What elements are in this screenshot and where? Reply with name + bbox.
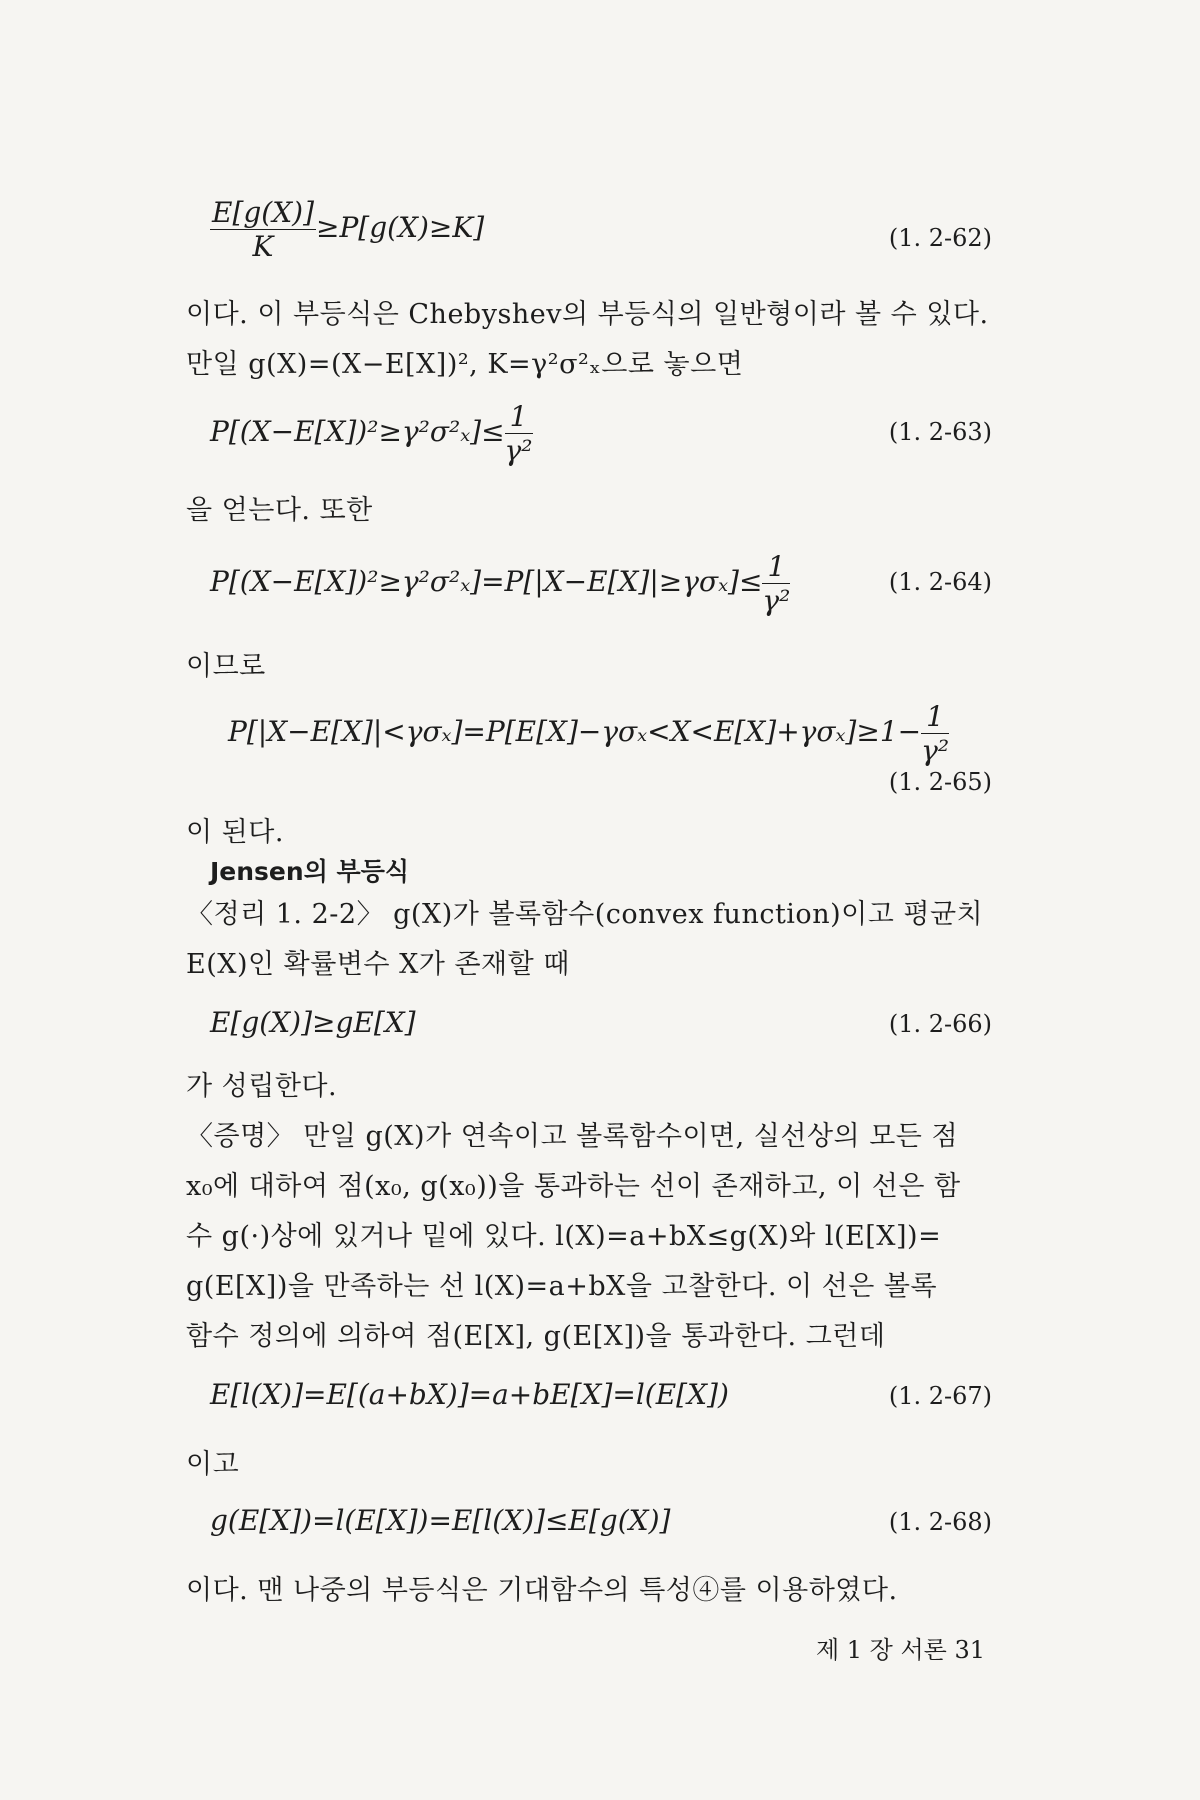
numerator: E[g(X)] [212,196,314,229]
numerator: 1 [505,400,533,434]
equation-1-2-67: E[l(X)]=E[(a+bX)]=a+bE[X]=l(E[X]) [210,1378,729,1411]
equation-1-2-65 [228,700,949,767]
paragraph-line: 이므로 [186,651,266,682]
equation-1-2-62 [210,196,484,263]
equation-rest: ≥P[g(X)≥K] [316,211,485,244]
paragraph-line: 〈정리 1. 2-2〉 g(X)가 볼록함수(convex function)이고 평균치 [186,899,984,930]
equation-lhs: P[(X−E[X])²≥γ²σ²ₓ]≤ [210,415,505,448]
equation-1-2-63 [210,400,533,467]
equation-number: (1. 2-62) [888,224,992,252]
paragraph-line: g(E[X])을 만족하는 선 l(X)=a+bX을 고찰한다. 이 선은 볼록 [186,1271,938,1302]
paragraph-line: 만일 g(X)=(X−E[X])², K=γ²σ²ₓ으로 놓으면 [186,349,744,380]
paragraph-line: 가 성립한다. [186,1071,338,1102]
equation-number: (1. 2-65) [888,768,992,796]
numerator: 1 [921,700,949,734]
denominator: K [252,230,274,263]
equation-1-2-66: E[g(X)]≥gE[X] [210,1006,416,1039]
denominator: γ² [762,584,791,617]
paragraph-line: 수 g(·)상에 있거나 밑에 있다. l(X)=a+bX≤g(X)와 l(E[X])= [186,1221,942,1252]
fraction [210,196,316,263]
equation-number: (1. 2-68) [888,1508,992,1536]
page-footer: 제 1 장 서론 31 [815,1636,985,1664]
equation-lhs: P[(X−E[X])²≥γ²σ²ₓ]=P[|X−E[X]|≥γσₓ]≤ [210,565,763,598]
fraction [921,700,949,767]
equation-lhs: P[|X−E[X]|<γσₓ]=P[E[X]−γσₓ<X<E[X]+γσₓ]≥1− [228,715,922,748]
denominator: γ² [504,434,533,467]
paragraph-line: 이다. 맨 나중의 부등식은 기대함수의 특성④를 이용하였다. [186,1575,898,1606]
paragraph-line: 이 된다. [186,817,284,848]
section-heading: Jensen의 부등식 [210,857,409,886]
equation-1-2-64 [210,550,790,617]
numerator: 1 [762,550,790,584]
denominator: γ² [921,734,950,767]
equation-number: (1. 2-66) [888,1010,992,1038]
equation-number: (1. 2-63) [888,418,992,446]
fraction [762,550,790,617]
paragraph-line: E(X)인 확률변수 X가 존재할 때 [186,949,570,980]
fraction [505,400,533,467]
paragraph-line: 이다. 이 부등식은 Chebyshev의 부등식의 일반형이라 볼 수 있다. [186,299,989,330]
paragraph-line: x₀에 대하여 점(x₀, g(x₀))을 통과하는 선이 존재하고, 이 선은 함 [186,1171,961,1202]
equation-number: (1. 2-67) [888,1382,992,1410]
paragraph-line: 〈증명〉 만일 g(X)가 연속이고 볼록함수이면, 실선상의 모든 점 [186,1121,959,1152]
paragraph-line: 이고 [186,1449,240,1480]
equation-number: (1. 2-64) [888,568,992,596]
paragraph-line: 을 얻는다. 또한 [186,495,373,526]
paragraph-line: 함수 정의에 의하여 점(E[X], g(E[X])을 통과한다. 그런데 [186,1321,886,1352]
equation-1-2-68: g(E[X])=l(E[X])=E[l(X)]≤E[g(X)] [210,1504,671,1537]
